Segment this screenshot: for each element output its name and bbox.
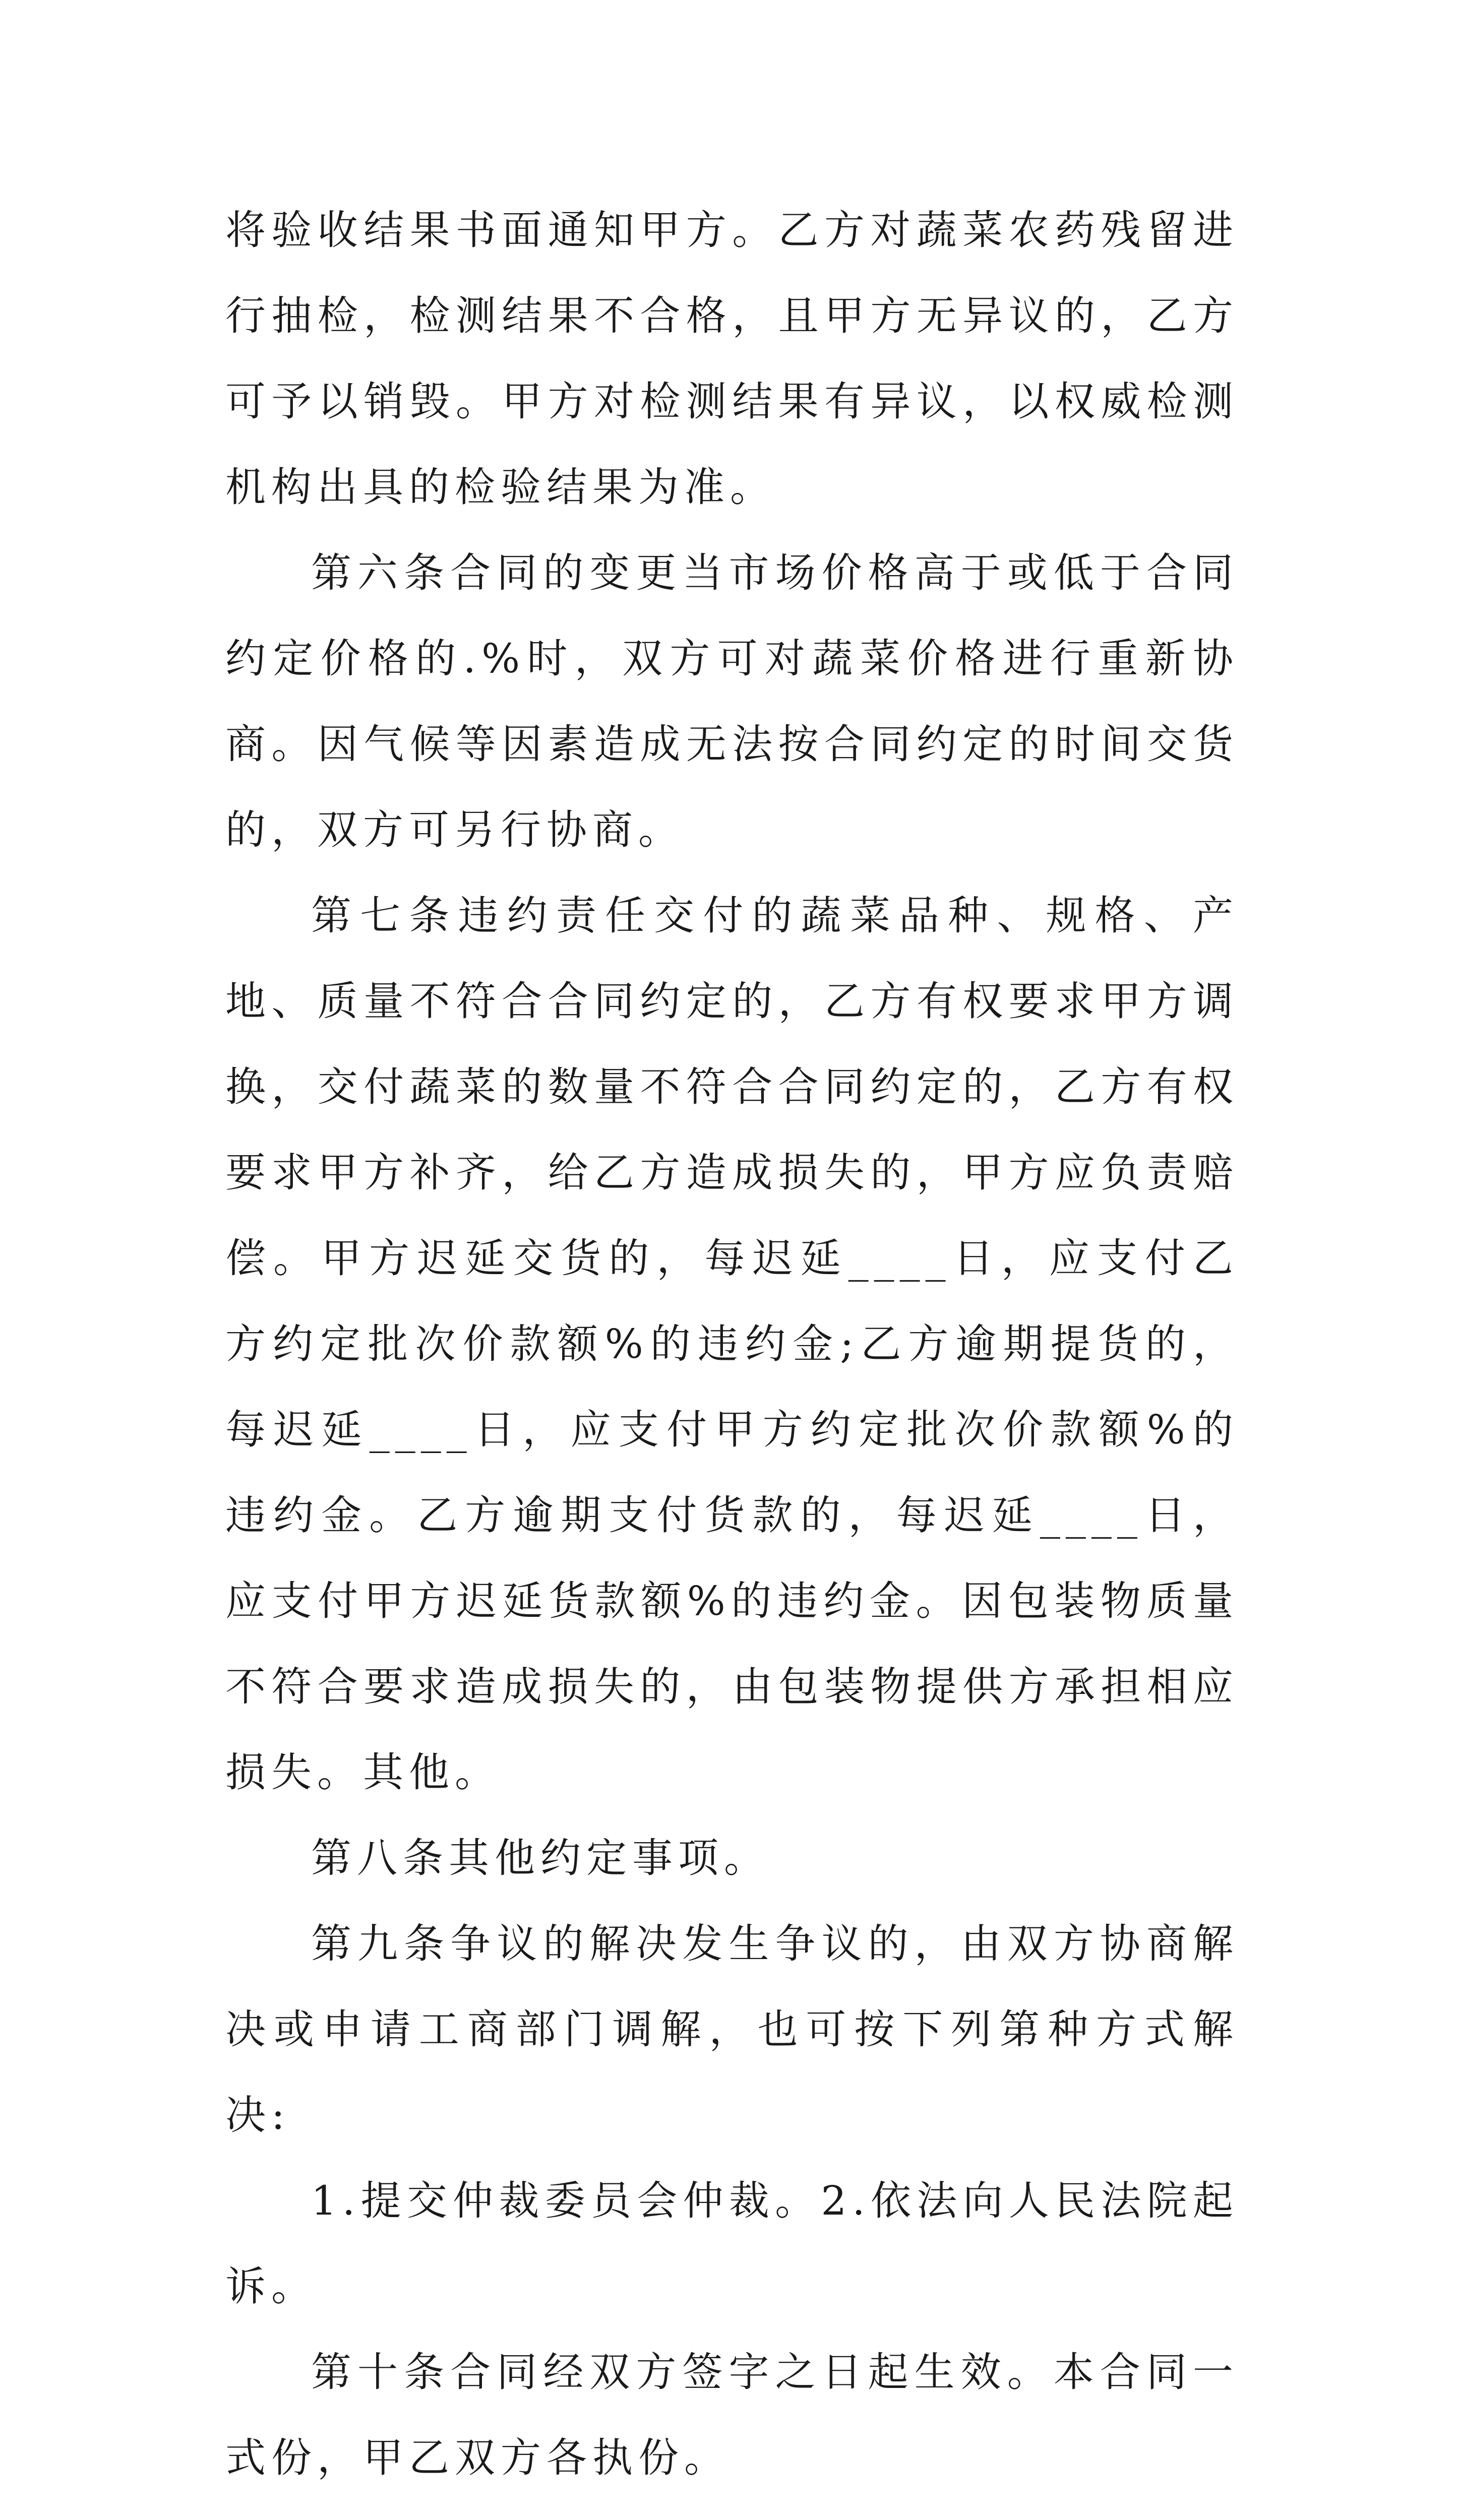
paragraph-inspection-result: 将验收结果书面通知甲方。乙方对蔬菜农药残留进行抽检，检测结果不合格，且甲方无异议的，乙方可予以销毁。甲方对检测结果有异议，以权威检测机构出具的检验结果为准。 xyxy=(225,207,1239,511)
paragraph-article-8-other-matters: 第八条其他约定事项。 xyxy=(311,1835,770,1881)
paragraph-dispute-options: 1.提交仲裁委员会仲裁。2.依法向人民法院起诉。 xyxy=(225,2177,1239,2310)
paragraph-article-7-liability: 第七条违约责任交付的蔬菜品种、规格、产地、质量不符合合同约定的，乙方有权要求甲方调换，交付蔬菜的数量不符合合同约定的，乙方有权要求甲方补齐，给乙方造成损失的，甲方应负责赔偿。甲方迟延交货的，每迟延____日，应支付乙方约定批次价款额%的违约金;乙方逾期提货的，每迟延____日，应支付甲方约定批次价款额%的违约金。乙方逾期支付货款的，每迟延____日，应支付甲方迟延货款额%的违约金。因包装物质量不符合要求造成损失的，由包装物提供方承担相应损失。其他。 xyxy=(225,892,1239,1796)
paragraph-article-10-effectiveness: 第十条合同经双方签字之日起生效。本合同一式份，甲乙双方各执份。 xyxy=(225,2349,1239,2481)
document-body xyxy=(225,187,1239,2520)
paragraph-article-9-dispute-resolution: 第九条争议的解决发生争议的，由双方协商解决或申请工商部门调解，也可按下列第种方式解决: xyxy=(225,1920,1239,2138)
paragraph-article-6-contract-change: 第六条合同的变更当市场价格高于或低于合同约定价格的.%时，双方可对蔬菜价格进行重新协商。因气候等因素造成无法按合同约定的时间交货的，双方可另行协商。 xyxy=(225,549,1239,853)
signature-party-a xyxy=(225,2501,1239,2520)
